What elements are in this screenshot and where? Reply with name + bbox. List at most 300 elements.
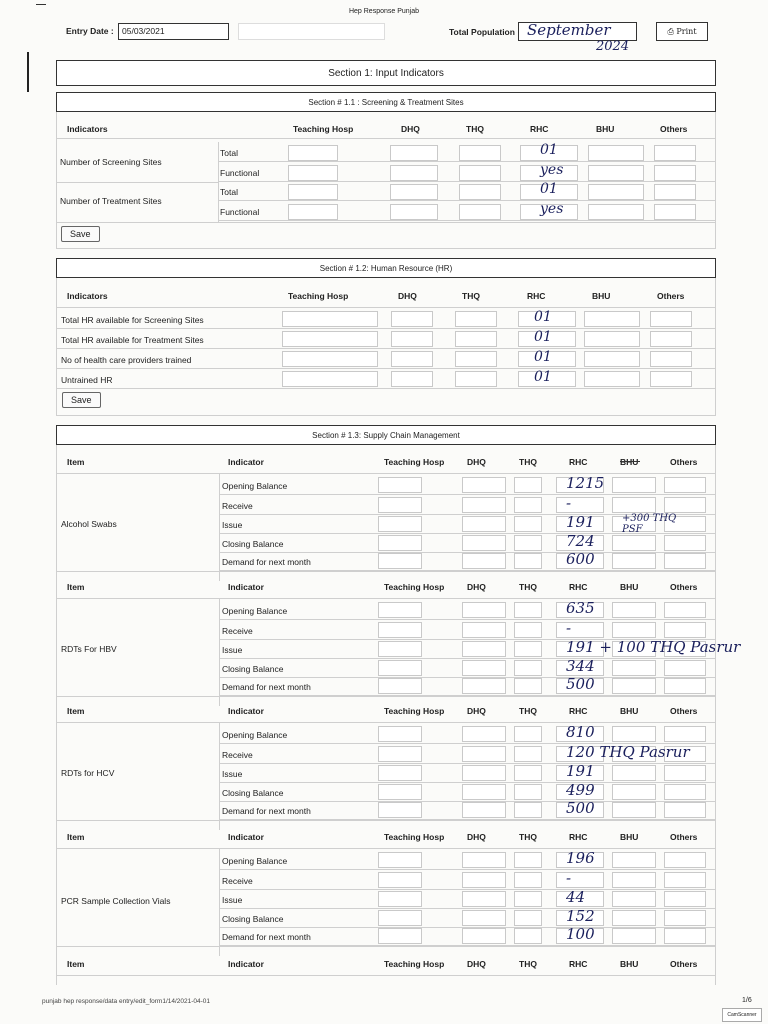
col-header: BHU: [620, 959, 639, 969]
value-input[interactable]: [588, 165, 644, 181]
value-input[interactable]: [455, 371, 497, 387]
column-divider: [219, 473, 220, 581]
value-input[interactable]: [514, 553, 542, 569]
value-input[interactable]: [288, 145, 338, 161]
value-input[interactable]: [664, 726, 706, 742]
value-input[interactable]: [556, 622, 604, 638]
value-input[interactable]: [378, 910, 422, 926]
col-header: Item: [67, 959, 85, 969]
value-input[interactable]: [462, 641, 506, 657]
value-input[interactable]: [654, 145, 696, 161]
col-header: Indicators: [67, 124, 108, 134]
table-right: [715, 112, 716, 248]
value-input[interactable]: [378, 852, 422, 868]
col-header: Others: [670, 706, 698, 716]
value-input[interactable]: [664, 802, 706, 818]
indicator-label: Opening Balance: [222, 730, 288, 740]
value-input[interactable]: [612, 802, 656, 818]
indicator-label: Issue: [222, 645, 243, 655]
col-header: RHC: [530, 124, 549, 134]
value-input[interactable]: [514, 802, 542, 818]
value-input[interactable]: [462, 477, 506, 493]
value-input[interactable]: [650, 351, 692, 367]
rhc-value-handwritten: -: [566, 619, 572, 637]
header-divider: [56, 473, 716, 474]
value-input[interactable]: [612, 622, 656, 638]
value-input[interactable]: [514, 641, 542, 657]
header-divider: [56, 722, 716, 723]
rhc-value-handwritten: 191: [566, 513, 595, 531]
printer-icon: ⎙: [667, 27, 677, 36]
header-divider: [56, 848, 716, 849]
row-group-label: Number of Treatment Sites: [60, 196, 162, 206]
rhc-value-handwritten: 499: [566, 781, 595, 799]
col-header: Others: [660, 124, 688, 134]
value-input[interactable]: [664, 622, 706, 638]
value-input[interactable]: [462, 622, 506, 638]
value-input[interactable]: [459, 165, 501, 181]
col-header: RHC: [569, 832, 588, 842]
rhc-value-handwritten: 600: [566, 550, 595, 568]
value-input[interactable]: [378, 928, 422, 944]
value-input[interactable]: [664, 765, 706, 781]
value-input[interactable]: [282, 331, 378, 347]
value-input[interactable]: [462, 802, 506, 818]
col-header: DHQ: [401, 124, 420, 134]
value-input[interactable]: [282, 311, 378, 327]
rhc-value-handwritten: 724: [566, 532, 595, 550]
col-header: Item: [67, 832, 85, 842]
value-input[interactable]: [378, 516, 422, 532]
value-input[interactable]: [462, 497, 506, 513]
value-input[interactable]: [514, 602, 542, 618]
indicator-label: Closing Balance: [222, 914, 284, 924]
col-header: Indicator: [228, 457, 264, 467]
header-divider: [56, 975, 716, 976]
value-input[interactable]: [612, 784, 656, 800]
value-input[interactable]: [462, 678, 506, 694]
rhc-value-handwritten: 191 + 100 THQ Pasrur: [566, 638, 741, 656]
row-divider: [218, 161, 716, 162]
print-label: Print: [676, 27, 697, 36]
value-input[interactable]: [514, 535, 542, 551]
value-input[interactable]: [514, 660, 542, 676]
col-header: Item: [67, 457, 85, 467]
value-input[interactable]: [514, 746, 542, 762]
row-divider: [219, 619, 716, 620]
row-sub-label: Total: [220, 187, 238, 197]
value-input[interactable]: [288, 165, 338, 181]
value-input[interactable]: [391, 331, 433, 347]
value-input[interactable]: [378, 497, 422, 513]
scan-mark-vertical: [27, 52, 29, 92]
col-header: Item: [67, 582, 85, 592]
item-name: PCR Sample Collection Vials: [61, 896, 171, 906]
camscanner-badge: CamScanner: [722, 1008, 762, 1022]
value-input[interactable]: [391, 311, 433, 327]
indicator-label: Opening Balance: [222, 606, 288, 616]
table-left: [56, 278, 57, 415]
col-header: THQ: [466, 124, 484, 134]
rhc-value-handwritten: 01: [540, 142, 558, 158]
rhc-value-handwritten: 01: [534, 309, 552, 325]
value-input[interactable]: [612, 872, 656, 888]
col-header: DHQ: [467, 457, 486, 467]
row-divider: [56, 368, 716, 369]
col-header: Indicators: [67, 291, 108, 301]
section-1-3-title: Section # 1.3: Supply Chain Management: [56, 425, 716, 445]
value-input[interactable]: [588, 145, 644, 161]
value-input[interactable]: [612, 553, 656, 569]
strike-mark: [620, 461, 640, 462]
value-input[interactable]: [378, 535, 422, 551]
col-header: Indicator: [228, 706, 264, 716]
header-divider: [56, 138, 716, 139]
indicator-label: Demand for next month: [222, 557, 311, 567]
value-input[interactable]: [462, 535, 506, 551]
row-label: Untrained HR: [61, 375, 113, 385]
col-header: Item: [67, 706, 85, 716]
block-bottom: [56, 820, 716, 821]
scan-mark: [36, 4, 46, 5]
value-input[interactable]: [462, 516, 506, 532]
col-header: DHQ: [467, 959, 486, 969]
value-input[interactable]: [459, 184, 501, 200]
page-title: Hep Response Punjab: [348, 8, 420, 15]
col-header: BHU: [592, 291, 611, 301]
value-input[interactable]: [654, 165, 696, 181]
col-header: DHQ: [467, 832, 486, 842]
table-left: [56, 112, 57, 248]
value-input[interactable]: [462, 891, 506, 907]
value-input[interactable]: [588, 204, 644, 220]
row-divider: [219, 763, 716, 764]
rhc-value-handwritten: 344: [566, 657, 595, 675]
row-divider: [219, 695, 716, 696]
value-input[interactable]: [462, 660, 506, 676]
row-sub-label: Functional: [220, 207, 260, 217]
value-input[interactable]: [514, 622, 542, 638]
col-header: BHU: [596, 124, 615, 134]
value-input[interactable]: [462, 602, 506, 618]
value-input[interactable]: [514, 477, 542, 493]
value-input[interactable]: [514, 784, 542, 800]
value-input[interactable]: [654, 184, 696, 200]
value-input[interactable]: [282, 351, 378, 367]
rhc-value-handwritten: 44: [566, 888, 586, 906]
col-header: RHC: [527, 291, 546, 301]
rhc-value-handwritten: yes: [540, 201, 564, 217]
value-input[interactable]: [455, 311, 497, 327]
value-input[interactable]: [664, 602, 706, 618]
indicator-label: Demand for next month: [222, 806, 311, 816]
indicator-label: Receive: [222, 501, 253, 511]
row-divider: [56, 388, 716, 389]
save-button[interactable]: Save: [61, 226, 100, 242]
column-divider: [218, 142, 219, 222]
footer-page: 1/6: [742, 997, 752, 1004]
value-input[interactable]: [664, 891, 706, 907]
col-header: DHQ: [467, 706, 486, 716]
row-divider: [219, 494, 716, 495]
header-divider: [56, 598, 716, 599]
rhc-value-handwritten: -: [566, 494, 572, 512]
column-divider: [219, 722, 220, 830]
col-header: Teaching Hosp: [288, 291, 349, 301]
table-left: [56, 445, 57, 985]
row-divider: [219, 889, 716, 890]
col-header: THQ: [519, 959, 537, 969]
footer-url: punjab hep response/data entry/edit_form1/14/2021-04-01: [42, 998, 211, 1005]
table-frame-bottom: [56, 415, 716, 416]
value-input[interactable]: [378, 802, 422, 818]
row-divider: [218, 200, 716, 201]
value-input[interactable]: [664, 678, 706, 694]
col-header: BHU: [620, 706, 639, 716]
value-input[interactable]: [584, 311, 640, 327]
value-input[interactable]: [664, 928, 706, 944]
rhc-value-handwritten: 01: [540, 181, 558, 197]
value-input[interactable]: [612, 726, 656, 742]
indicator-label: Opening Balance: [222, 481, 288, 491]
col-header: Teaching Hosp: [384, 706, 445, 716]
value-input[interactable]: [514, 852, 542, 868]
value-input[interactable]: [584, 331, 640, 347]
value-input[interactable]: [514, 726, 542, 742]
value-input[interactable]: [612, 765, 656, 781]
row-group-label: Number of Screening Sites: [60, 157, 162, 167]
value-input[interactable]: [664, 660, 706, 676]
value-input[interactable]: [664, 535, 706, 551]
value-input[interactable]: [584, 371, 640, 387]
column-divider: [219, 848, 220, 956]
value-input[interactable]: [390, 204, 438, 220]
value-input[interactable]: [378, 765, 422, 781]
col-header: Others: [670, 457, 698, 467]
value-input[interactable]: [612, 678, 656, 694]
section-1-2-title: Section # 1.2: Human Resource (HR): [56, 258, 716, 278]
print-button[interactable]: [656, 22, 708, 41]
value-input[interactable]: [514, 928, 542, 944]
value-input[interactable]: [612, 910, 656, 926]
col-header: Others: [670, 832, 698, 842]
value-input[interactable]: [556, 872, 604, 888]
value-input[interactable]: [288, 184, 338, 200]
block-bottom: [56, 571, 716, 572]
value-input[interactable]: [514, 910, 542, 926]
value-input[interactable]: [514, 516, 542, 532]
value-input[interactable]: [514, 891, 542, 907]
value-input[interactable]: [612, 852, 656, 868]
section-1-1-title: Section # 1.1 : Screening & Treatment Sites: [56, 92, 716, 112]
col-header: Others: [670, 582, 698, 592]
value-input[interactable]: [612, 535, 656, 551]
rhc-value-handwritten: 01: [534, 329, 552, 345]
row-divider: [219, 908, 716, 909]
row-label: Total HR available for Treatment Sites: [61, 335, 204, 345]
indicator-label: Closing Balance: [222, 539, 284, 549]
indicator-label: Opening Balance: [222, 856, 288, 866]
value-input[interactable]: [462, 553, 506, 569]
reporting-month-input[interactable]: [238, 23, 385, 40]
row-divider: [56, 328, 716, 329]
value-input[interactable]: [378, 660, 422, 676]
value-input[interactable]: [391, 371, 433, 387]
value-input[interactable]: [664, 477, 706, 493]
rhc-value-handwritten: 120 THQ Pasrur: [566, 743, 690, 761]
indicator-label: Receive: [222, 626, 253, 636]
indicator-label: Receive: [222, 750, 253, 760]
value-input[interactable]: [664, 497, 706, 513]
rhc-value-handwritten: 1215: [566, 474, 605, 492]
value-input[interactable]: [378, 891, 422, 907]
col-header: RHC: [569, 457, 588, 467]
value-input[interactable]: [391, 351, 433, 367]
value-input[interactable]: [378, 477, 422, 493]
save-button[interactable]: Save: [62, 392, 101, 408]
value-input[interactable]: [390, 165, 438, 181]
section1-title: Section 1: Input Indicators: [56, 60, 716, 86]
value-input[interactable]: [664, 852, 706, 868]
value-input[interactable]: [462, 852, 506, 868]
row-divider: [219, 782, 716, 783]
row-divider: [218, 181, 716, 182]
col-header: THQ: [462, 291, 480, 301]
total-population-label: Total Population: [449, 27, 515, 37]
value-input[interactable]: [390, 184, 438, 200]
column-divider: [219, 598, 220, 706]
rhc-value-handwritten: 635: [566, 599, 595, 617]
row-divider: [219, 570, 716, 571]
col-header: DHQ: [467, 582, 486, 592]
value-input[interactable]: [612, 602, 656, 618]
value-input[interactable]: [462, 765, 506, 781]
value-input[interactable]: [462, 784, 506, 800]
row-divider: [219, 819, 716, 820]
rhc-value-handwritten: 100: [566, 925, 595, 943]
value-input[interactable]: [378, 553, 422, 569]
value-input[interactable]: [378, 726, 422, 742]
indicator-label: Issue: [222, 520, 243, 530]
rhc-value-handwritten: yes: [540, 162, 564, 178]
value-input[interactable]: [654, 204, 696, 220]
value-input[interactable]: [514, 497, 542, 513]
value-input[interactable]: [612, 891, 656, 907]
value-input[interactable]: [378, 784, 422, 800]
col-header: Indicator: [228, 582, 264, 592]
value-input[interactable]: [455, 351, 497, 367]
value-input[interactable]: [378, 602, 422, 618]
value-input[interactable]: [462, 726, 506, 742]
col-header: BHU: [620, 582, 639, 592]
value-input[interactable]: [612, 477, 656, 493]
col-header: Teaching Hosp: [384, 832, 445, 842]
value-input[interactable]: [459, 204, 501, 220]
indicator-label: Closing Balance: [222, 664, 284, 674]
value-input[interactable]: [612, 497, 656, 513]
item-name: Alcohol Swabs: [61, 519, 117, 529]
value-input[interactable]: [514, 765, 542, 781]
entry-date-input[interactable]: 05/03/2021: [118, 23, 229, 40]
rhc-value-handwritten: 500: [566, 675, 595, 693]
value-input[interactable]: [612, 928, 656, 944]
value-input[interactable]: [378, 678, 422, 694]
value-input[interactable]: [462, 872, 506, 888]
block-bottom: [56, 696, 716, 697]
value-input[interactable]: [650, 331, 692, 347]
value-input[interactable]: [282, 371, 378, 387]
value-input[interactable]: [612, 660, 656, 676]
col-header: DHQ: [398, 291, 417, 301]
row-sub-label: Functional: [220, 168, 260, 178]
col-header: Teaching Hosp: [293, 124, 354, 134]
entry-date-label: Entry Date :: [66, 26, 114, 36]
value-input[interactable]: [664, 910, 706, 926]
value-input[interactable]: [390, 145, 438, 161]
value-input[interactable]: [462, 910, 506, 926]
rhc-value-handwritten: 152: [566, 907, 595, 925]
value-input[interactable]: [378, 746, 422, 762]
value-input[interactable]: [588, 184, 644, 200]
rhc-value-handwritten: -: [566, 869, 572, 887]
value-input[interactable]: [650, 371, 692, 387]
col-header: RHC: [569, 706, 588, 716]
table-frame-bottom: [56, 248, 716, 249]
annotation-handwritten: +300 THQ PSF: [622, 513, 677, 535]
row-label: No of health care providers trained: [61, 355, 192, 365]
value-input[interactable]: [459, 145, 501, 161]
value-input[interactable]: [584, 351, 640, 367]
row-divider: [218, 220, 716, 221]
table-right: [715, 278, 716, 415]
rhc-value-handwritten: 500: [566, 799, 595, 817]
row-divider: [219, 869, 716, 870]
col-header: Teaching Hosp: [384, 457, 445, 467]
value-input[interactable]: [378, 872, 422, 888]
value-input[interactable]: [556, 497, 604, 513]
indicator-label: Closing Balance: [222, 788, 284, 798]
value-input[interactable]: [455, 331, 497, 347]
col-header: BHU: [620, 832, 639, 842]
indicator-label: Demand for next month: [222, 682, 311, 692]
row-sub-label: Total: [220, 148, 238, 158]
col-header: Indicator: [228, 832, 264, 842]
rhc-value-handwritten: 196: [566, 849, 595, 867]
value-input[interactable]: [514, 678, 542, 694]
indicator-label: Issue: [222, 769, 243, 779]
indicator-label: Issue: [222, 895, 243, 905]
item-name: RDTs for HCV: [61, 768, 115, 778]
col-header: Teaching Hosp: [384, 582, 445, 592]
value-input[interactable]: [378, 622, 422, 638]
value-input[interactable]: [378, 641, 422, 657]
value-input[interactable]: [288, 204, 338, 220]
value-input[interactable]: [514, 872, 542, 888]
col-header: Others: [670, 959, 698, 969]
value-input[interactable]: [462, 928, 506, 944]
value-input[interactable]: [664, 872, 706, 888]
rhc-value-handwritten: 01: [534, 349, 552, 365]
total-population-handwritten: September: [527, 21, 611, 39]
value-input[interactable]: [462, 746, 506, 762]
row-divider: [56, 348, 716, 349]
value-input[interactable]: [664, 784, 706, 800]
col-header: Teaching Hosp: [384, 959, 445, 969]
value-input[interactable]: [650, 311, 692, 327]
col-header: RHC: [569, 582, 588, 592]
value-input[interactable]: [664, 553, 706, 569]
col-header: THQ: [519, 832, 537, 842]
